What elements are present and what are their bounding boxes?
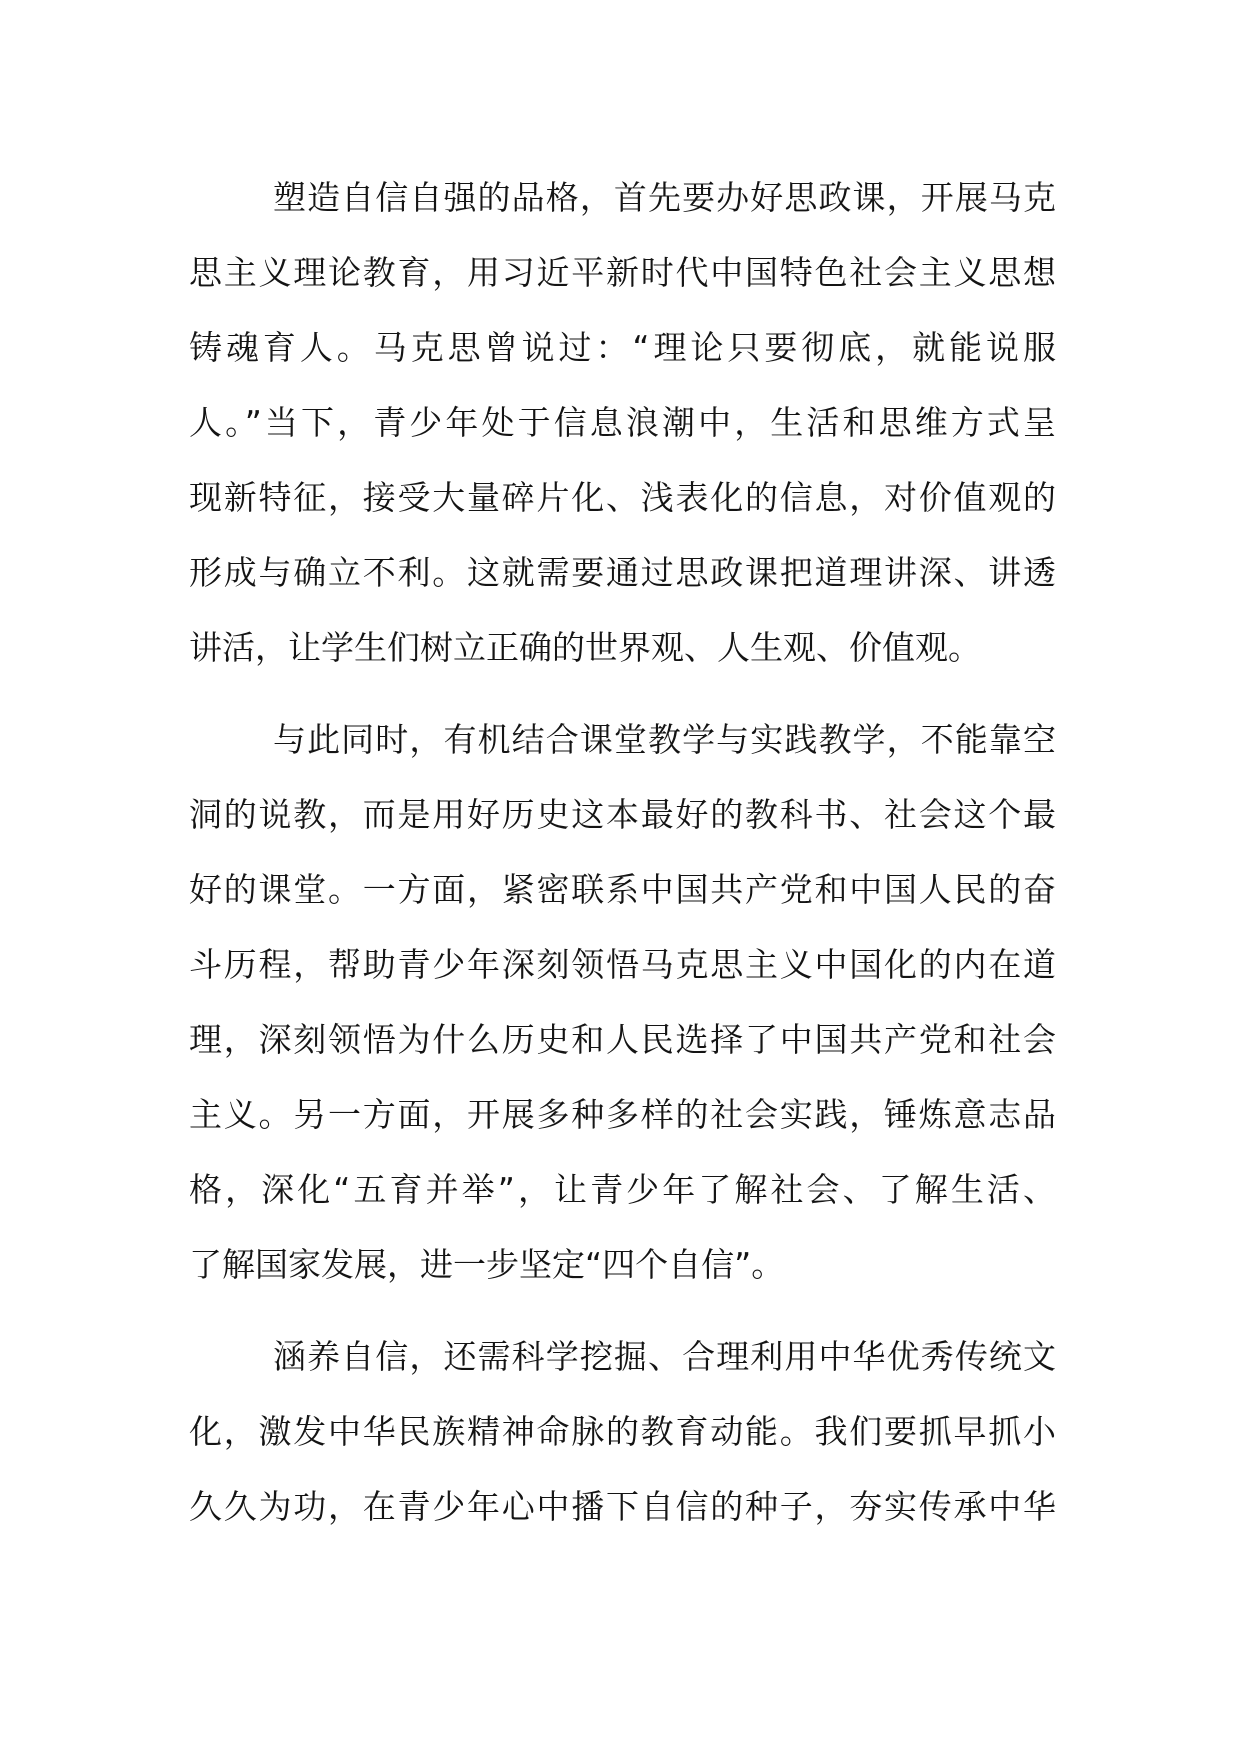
text-line: 好的课堂。一方面，紧密联系中国共产党和中国人民的奋 [189,870,1056,909]
text-line: 洞的说教，而是用好历史这本最好的教科书、社会这个最 [189,795,1056,834]
text-line: 形成与确立不利。这就需要通过思政课把道理讲深、讲透 [189,553,1056,592]
text-line: 铸魂育人。马克思曾说过：“理论只要彻底，就能说服 [189,328,1056,367]
text-line: 思主义理论教育，用习近平新时代中国特色社会主义思想 [189,253,1056,292]
document-body [189,160,1056,1561]
text-line: 了解国家发展，进一步坚定“四个自信”。 [189,1245,785,1284]
paragraph-3 [189,1319,1056,1544]
text-line: 现新特征，接受大量碎片化、浅表化的信息，对价值观的 [189,478,1056,517]
text-line: 讲活，让学生们树立正确的世界观、人生观、价值观。 [189,628,981,667]
text-line: 主义。另一方面，开展多种多样的社会实践，锤炼意志品 [189,1095,1056,1134]
text-line: 塑造自信自强的品格，首先要办好思政课，开展马克 [273,178,1056,217]
text-line: 格，深化“五育并举”，让青少年了解社会、了解生活、 [189,1170,1056,1209]
paragraph-1 [189,160,1056,685]
text-line: 人。”当下，青少年处于信息浪潮中，生活和思维方式呈 [189,403,1056,442]
text-line: 涵养自信，还需科学挖掘、合理利用中华优秀传统文 [273,1337,1056,1376]
text-line: 理，深刻领悟为什么历史和人民选择了中国共产党和社会 [189,1020,1056,1059]
text-line: 斗历程，帮助青少年深刻领悟马克思主义中国化的内在道 [189,945,1056,984]
text-line: 久久为功，在青少年心中播下自信的种子，夯实传承中华 [189,1487,1056,1526]
text-line: 化，激发中华民族精神命脉的教育动能。我们要抓早抓小 [189,1412,1056,1451]
paragraph-2 [189,702,1056,1302]
text-line: 与此同时，有机结合课堂教学与实践教学，不能靠空 [273,720,1056,759]
